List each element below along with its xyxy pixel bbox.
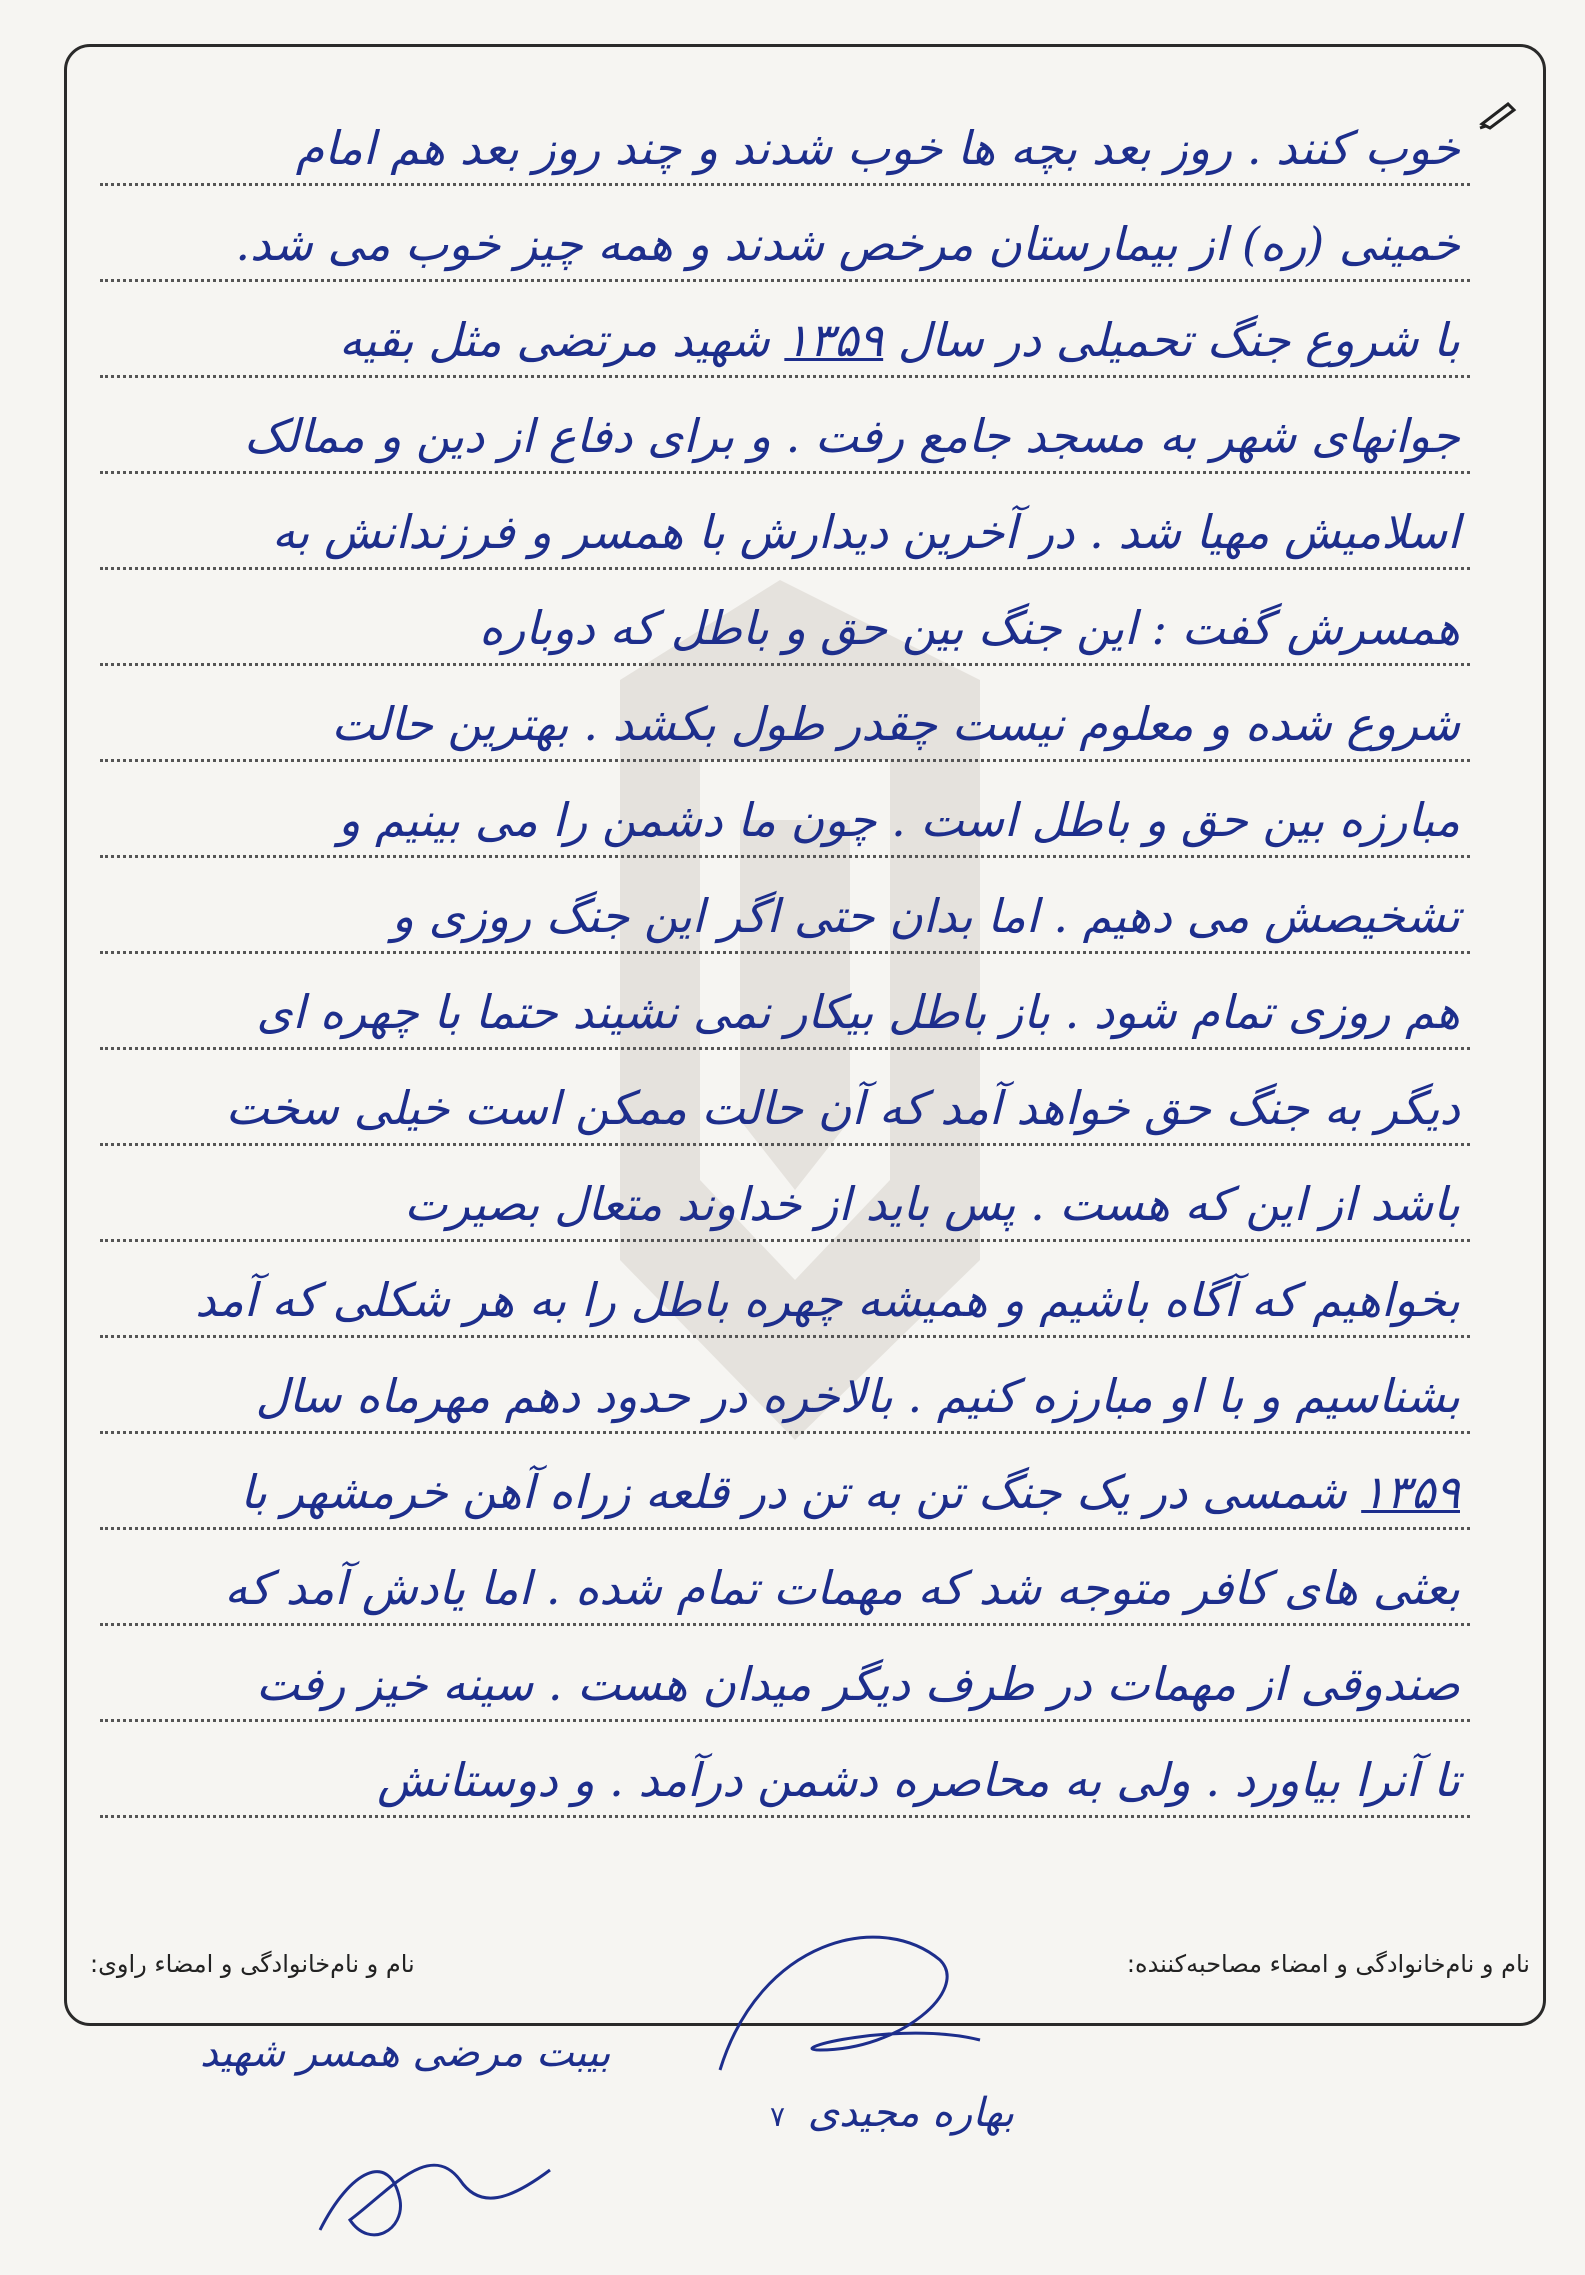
text-line-content: همسرش گفت : این جنگ بین حق و باطل که دوباره xyxy=(479,601,1460,655)
text-line xyxy=(100,954,1470,1050)
text-line-content: صندوقی از مهمات در طرف دیگر میدان هست . سینه خیز رفت xyxy=(255,1657,1460,1711)
text-line-content: تا آنرا بیاورد . ولی به محاصره دشمن درآمد . و دوستانش xyxy=(377,1753,1460,1807)
underlined-year: ۱۳۵۹ xyxy=(1361,1465,1460,1519)
text-line-content: با شروع جنگ تحمیلی در سال ۱۳۵۹ شهید مرتضی مثل بقیه xyxy=(339,313,1460,367)
pen-icon xyxy=(1478,100,1518,130)
underlined-year: ۱۳۵۹ xyxy=(784,313,884,367)
interviewer-signature-scribble xyxy=(700,1900,1000,2100)
text-line xyxy=(100,1242,1470,1338)
text-line xyxy=(100,1530,1470,1626)
page-number: ۷ xyxy=(770,2100,786,2133)
text-line-content: بشناسیم و با او مبارزه کنیم . بالاخره در حدود دهم مهرماه سال xyxy=(255,1369,1460,1423)
text-line-content: خمینی (ره) از بیمارستان مرخص شدند و همه چیز خوب می شد. xyxy=(235,217,1460,271)
text-line-content: تشخیصش می دهیم . اما بدان حتی اگر این جنگ روزی و xyxy=(391,889,1460,943)
text-line-content: هم روزی تمام شود . باز باطل بیکار نمی نشیند حتما با چهره ای xyxy=(256,985,1460,1039)
interviewer-label: نام و نام‌خانوادگی و امضاء مصاحبه‌کننده: xyxy=(1126,1950,1530,1978)
text-line xyxy=(100,1626,1470,1722)
text-line xyxy=(100,570,1470,666)
text-line xyxy=(100,90,1470,186)
text-line-content: خوب کنند . روز بعد بچه ها خوب شدند و چند روز بعد هم امام xyxy=(295,121,1460,175)
text-line-content: بخواهیم که آگاه باشیم و همیشه چهره باطل را به هر شکلی که آمد xyxy=(195,1273,1460,1327)
interviewer-name: بهاره مجیدی xyxy=(807,2090,1015,2136)
text-line xyxy=(100,1338,1470,1434)
text-line xyxy=(100,186,1470,282)
narrator-label: نام و نام‌خانوادگی و امضاء راوی: xyxy=(90,1950,415,1978)
text-line xyxy=(100,1146,1470,1242)
narrator-signature-scribble xyxy=(310,2110,570,2260)
text-line xyxy=(100,474,1470,570)
text-line-content: دیگر به جنگ حق خواهد آمد که آن حالت ممکن است خیلی سخت xyxy=(225,1081,1460,1135)
text-line xyxy=(100,762,1470,858)
text-line xyxy=(100,282,1470,378)
text-line xyxy=(100,378,1470,474)
text-line xyxy=(100,1434,1470,1530)
text-line xyxy=(100,666,1470,762)
text-line-content: شروع شده و معلوم نیست چقدر طول بکشد . بهترین حالت xyxy=(331,697,1460,751)
narrator-signature-text: بیبت مرضی همسر شهید xyxy=(200,2030,611,2076)
text-line-content: مبارزه بین حق و باطل است . چون ما دشمن را می بینیم و xyxy=(338,793,1460,847)
text-line xyxy=(100,1722,1470,1818)
text-line-content: ۱۳۵۹ شمسی در یک جنگ تن به تن در قلعه زراه آهن خرمشهر با xyxy=(240,1465,1460,1519)
text-line-content: بعثی های کافر متوجه شد که مهمات تمام شده . اما یادش آمد که xyxy=(224,1561,1460,1615)
text-line xyxy=(100,858,1470,954)
text-line-content: جوانهای شهر به مسجد جامع رفت . و برای دفاع از دین و ممالک xyxy=(244,409,1460,463)
text-line-content: باشد از این که هست . پس باید از خداوند متعال بصیرت xyxy=(404,1177,1460,1231)
handwritten-text xyxy=(100,90,1470,1818)
text-line-content: اسلامیش مهیا شد . در آخرین دیدارش با همسر و فرزندانش به xyxy=(271,505,1460,559)
text-line xyxy=(100,1050,1470,1146)
